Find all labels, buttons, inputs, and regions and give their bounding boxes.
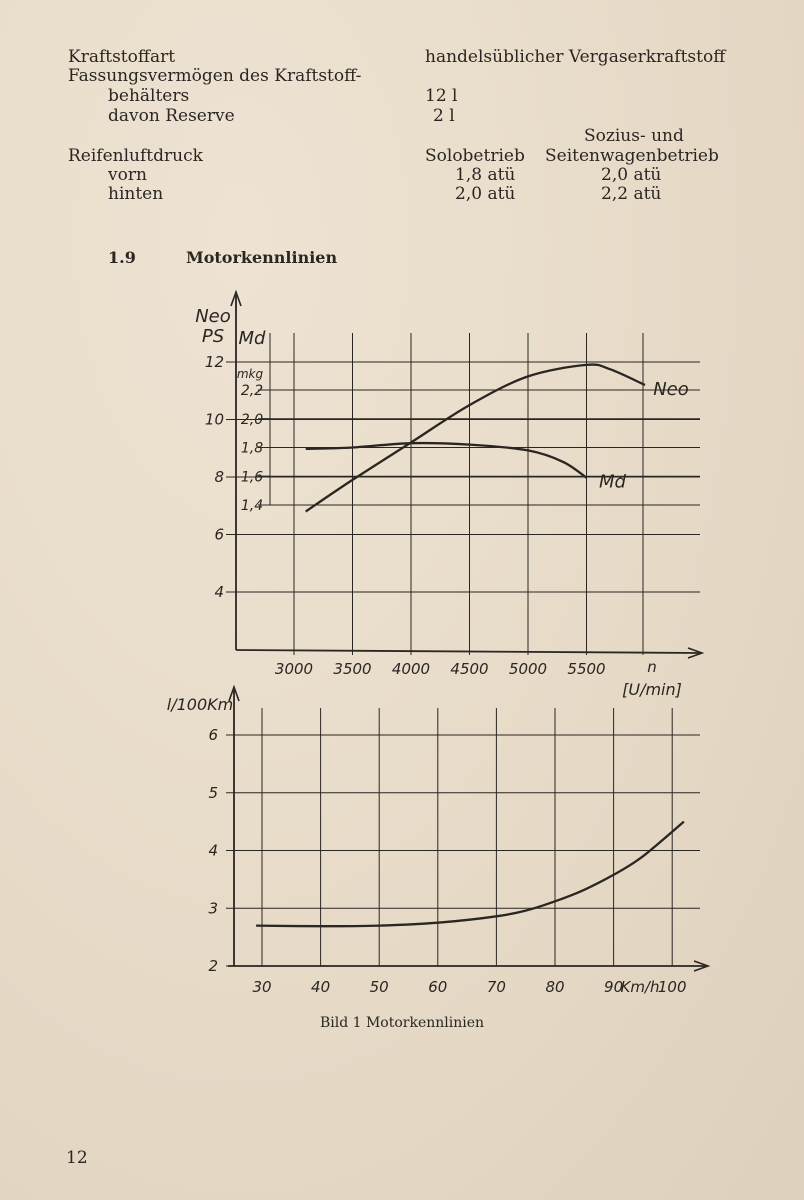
front-solo-value: 1,8 atü bbox=[455, 165, 516, 185]
mkg-tick-label: 1,6 bbox=[240, 469, 264, 486]
column-sozius-heading-1: Sozius- und bbox=[584, 126, 684, 146]
mkg-tick-label: 2,2 bbox=[240, 383, 264, 399]
speed-tick-label: 60 bbox=[428, 978, 448, 996]
rpm-tick-label: 3000 bbox=[274, 660, 314, 678]
speed-tick-label: 100 bbox=[657, 978, 687, 996]
rear-sozius-value: 2,2 atü bbox=[601, 184, 662, 204]
column-sozius-heading-2: Seitenwagenbetrieb bbox=[545, 146, 719, 166]
tank-capacity-label-cont: behälters bbox=[108, 86, 190, 106]
series-line-md bbox=[306, 443, 587, 478]
ps-axis-title: Neo bbox=[195, 306, 231, 327]
tank-capacity-value: 12 l bbox=[425, 86, 458, 106]
rpm-tick-label: 4500 bbox=[450, 660, 489, 678]
rear-solo-value: 2,0 atü bbox=[455, 184, 516, 204]
ps-tick-label: 8 bbox=[214, 468, 224, 486]
consumption-tick-label: 6 bbox=[208, 726, 218, 744]
series-label-md: Md bbox=[599, 471, 626, 493]
consumption-tick-label: 2 bbox=[208, 957, 218, 975]
rpm-tick-label: 4000 bbox=[391, 660, 431, 678]
tank-capacity-label: Fassungsvermögen des Kraftstoff- bbox=[68, 66, 362, 86]
rpm-tick-label: 5500 bbox=[567, 660, 606, 678]
rpm-x-axis bbox=[236, 650, 700, 653]
reserve-label: davon Reserve bbox=[108, 106, 235, 126]
rpm-tick-label: 3500 bbox=[333, 660, 372, 678]
consumption-tick-label: 4 bbox=[208, 841, 218, 860]
rpm-tick-label: 5000 bbox=[508, 660, 548, 678]
reserve-value: 2 l bbox=[433, 106, 455, 126]
mkg-axis-unit: mkg bbox=[236, 367, 264, 381]
speed-tick-label: 80 bbox=[545, 978, 565, 996]
ps-tick-label: 6 bbox=[214, 525, 224, 544]
speed-tick-label: 70 bbox=[486, 978, 506, 996]
consumption-tick-label: 3 bbox=[208, 899, 218, 918]
column-solo-heading: Solobetrieb bbox=[425, 146, 525, 166]
mkg-tick-label: 2,0 bbox=[240, 411, 264, 428]
ps-axis-unit: PS bbox=[201, 326, 225, 347]
mkg-axis-title: Md bbox=[238, 328, 266, 349]
tire-pressure-label: Reifenluftdruck bbox=[68, 146, 203, 166]
fuel-type-value: handelsüblicher Vergaserkraftstoff bbox=[425, 47, 726, 67]
page-number: 12 bbox=[66, 1148, 88, 1168]
ps-tick-label: 12 bbox=[204, 353, 224, 371]
front-sozius-value: 2,0 atü bbox=[601, 165, 662, 185]
speed-tick-label: 90 bbox=[604, 978, 624, 996]
figure-caption: Bild 1 Motorkennlinien bbox=[319, 1015, 485, 1031]
speed-tick-label: 40 bbox=[311, 978, 331, 996]
series-label-neo: Neo bbox=[653, 379, 689, 400]
front-label: vorn bbox=[108, 165, 147, 185]
rpm-axis-title: n bbox=[647, 658, 657, 676]
section-title: Motorkennlinien bbox=[186, 248, 338, 267]
section-number: 1.9 bbox=[108, 248, 136, 267]
mkg-tick-label: 1,4 bbox=[240, 498, 264, 514]
speed-tick-label: 50 bbox=[369, 978, 389, 996]
rear-label: hinten bbox=[108, 184, 164, 204]
speed-tick-label: 30 bbox=[252, 978, 272, 996]
speed-axis-unit: Km/h bbox=[620, 978, 660, 996]
rpm-axis-unit: [U/min] bbox=[622, 680, 682, 699]
consumption-axis-title: l/100Km bbox=[166, 695, 234, 714]
mkg-tick-label: 1,8 bbox=[240, 440, 264, 457]
series-line-neo bbox=[306, 365, 645, 512]
ps-tick-label: 4 bbox=[214, 583, 224, 601]
consumption-tick-label: 5 bbox=[208, 783, 218, 802]
ps-tick-label: 10 bbox=[204, 410, 224, 429]
fuel-type-label: Kraftstoffart bbox=[68, 47, 176, 67]
